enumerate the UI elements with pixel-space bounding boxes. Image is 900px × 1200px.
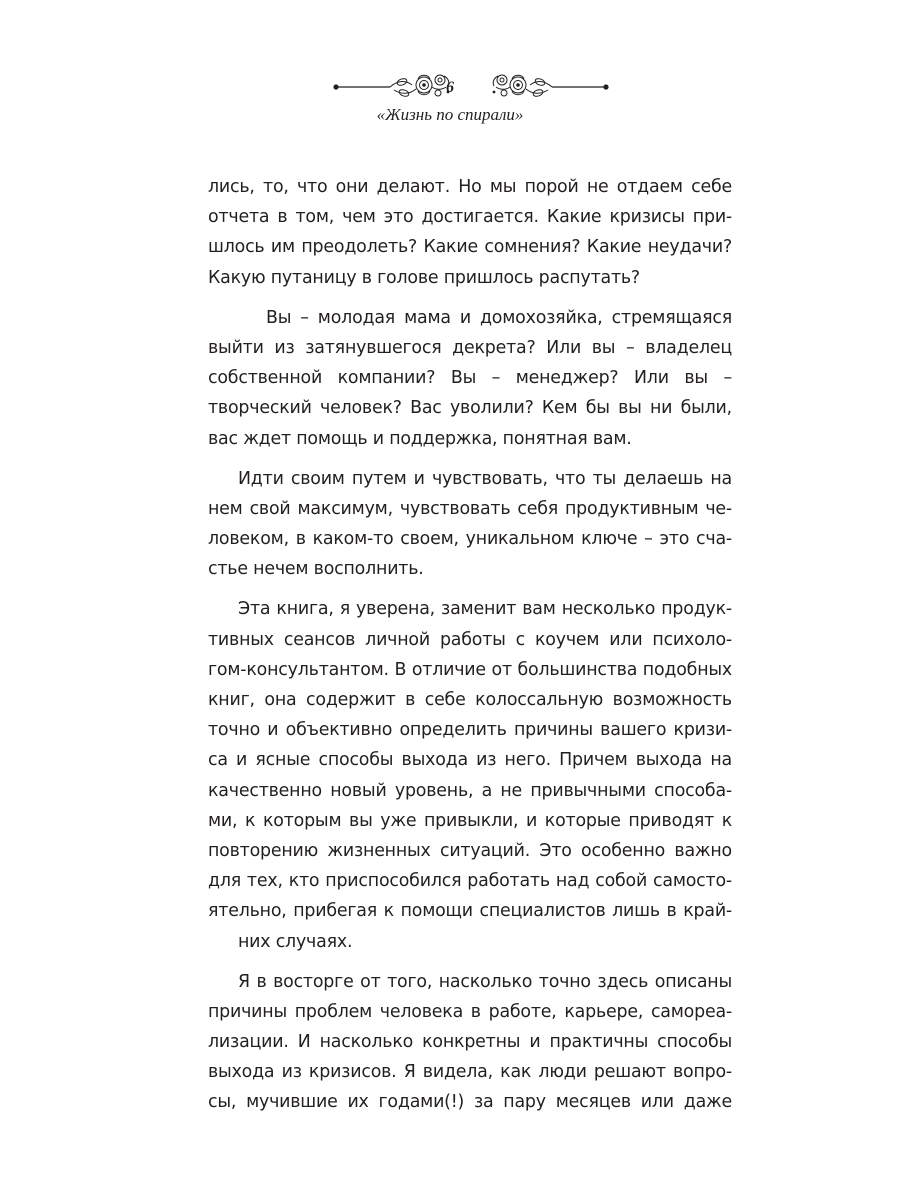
text-line: тивных сеансов личной работы с коучем или психоло-	[208, 629, 732, 650]
text-line: стье нечем восполнить.	[208, 559, 424, 580]
text-line: ми, к которым вы уже привыкли, и которые приводят к	[208, 810, 732, 831]
text-line: Эта книга, я уверена, заменит вам несколько продук-	[238, 599, 732, 620]
body-text	[208, 172, 732, 1118]
text-line: са и ясные способы выхода из него. Причем выхода на	[208, 750, 732, 771]
text-line: вас ждет помощь и поддержка, понятная вам.	[208, 428, 632, 449]
text-line: ловеком, в каком-то своем, уникальном ключе – это сча-	[208, 529, 732, 550]
text-line: отчета в том, чем это достигается. Какие кризисы при-	[208, 207, 732, 228]
text-line: шлось им преодолеть? Какие сомнения? Какие неудачи?	[208, 237, 732, 258]
text-line: лизации. И насколько конкретны и практичны способы	[208, 1032, 732, 1053]
paragraph	[208, 967, 732, 1118]
page-number: 6	[446, 79, 454, 96]
text-line: книг, она содержит в себе колоссальную возможность	[208, 690, 732, 710]
floral-ornament-icon	[332, 68, 610, 102]
text-line: лись, то, что они делают. Но мы порой не отдаем себе	[208, 177, 732, 197]
paragraph	[208, 172, 732, 293]
text-line: Я в восторге от того, насколько точно здесь описаны	[238, 971, 732, 992]
running-title: «Жизнь по спирали»	[376, 105, 524, 124]
paragraph	[208, 303, 732, 454]
text-line: собственной компании? Вы – менеджер? Или вы –	[208, 368, 732, 389]
text-line: качественно новый уровень, а не привычными способа-	[208, 780, 732, 801]
text-line: Идти своим путем и чувствовать, что ты делаешь на	[238, 468, 732, 489]
text-line: выйти из затянувшегося декрета? Или вы – владелец	[208, 337, 732, 358]
text-line: нем свой максимум, чувствовать себя продуктивным че-	[208, 498, 732, 519]
text-line: Вы – молодая мама и домохозяйка, стремящаяся	[266, 307, 732, 328]
text-line: причины проблем человека в работе, карьере, самореа-	[208, 1001, 732, 1022]
paragraph	[208, 464, 732, 585]
text-line: Какую путаницу в голове пришлось распутать?	[208, 267, 640, 288]
text-line: выхода из кризисов. Я видела, как люди решают вопро-	[208, 1062, 732, 1083]
text-line: для тех, кто приспособился работать над собой самосто-	[208, 871, 732, 892]
text-line: гом-консультантом. В отличие от большинства подобных	[208, 659, 732, 680]
paragraph	[208, 594, 732, 956]
text-line: точно и объективно определить причины вашего кризи-	[208, 720, 732, 741]
text-line: повторению жизненных ситуаций. Это особенно важно	[208, 840, 732, 861]
text-line: них случаях.	[238, 931, 353, 952]
text-line: ятельно, прибегая к помощи специалистов лишь в край-	[208, 901, 732, 922]
page-header	[0, 62, 900, 132]
text-line: творческий человек? Вас уволили? Кем бы вы ни были,	[208, 398, 732, 419]
text-line: сы, мучившие их годами(!) за пару месяцев или даже	[208, 1092, 732, 1113]
